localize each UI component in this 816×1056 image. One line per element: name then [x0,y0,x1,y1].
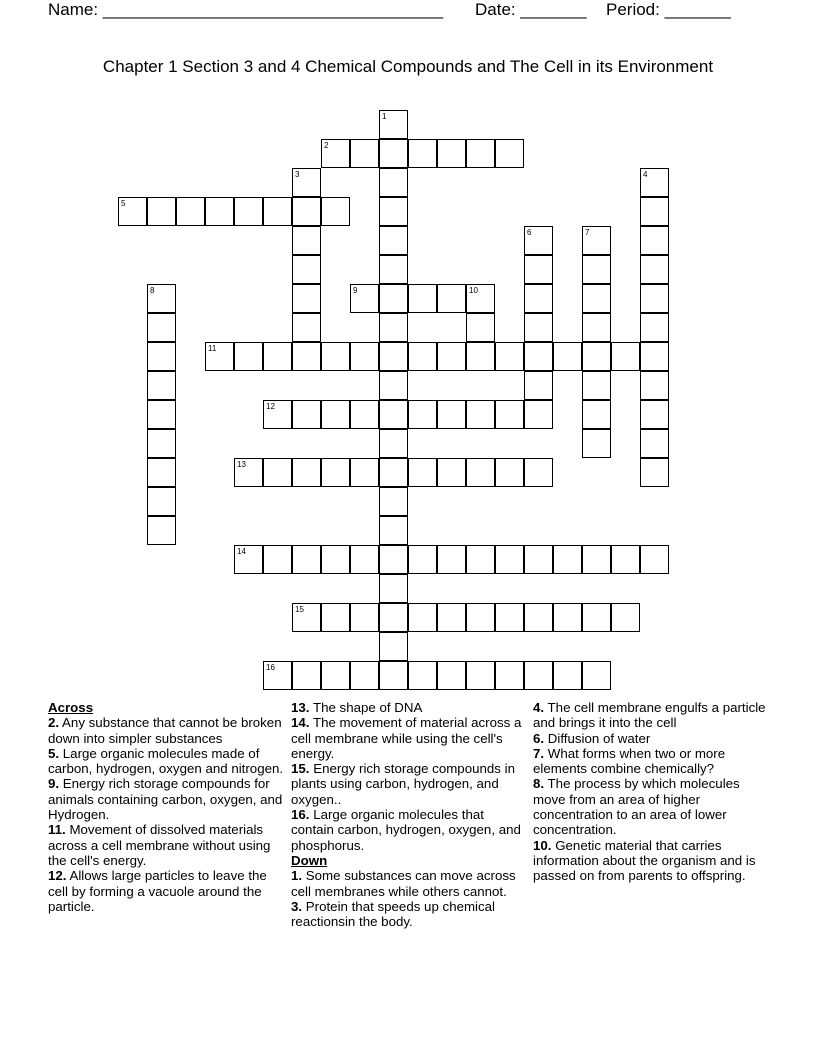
crossword-cell[interactable] [321,603,350,632]
crossword-cell[interactable] [292,255,321,284]
clue-number: 5 [121,199,126,208]
name-field[interactable]: Name: ____________________________________ [48,0,444,19]
clue-item [291,868,527,899]
crossword-cell[interactable] [379,284,408,313]
clue-item-text: Large organic molecules that contain carbon, hydrogen, oxygen, and phosphorus. [291,807,521,853]
clue-item-text: Any substance that cannot be broken down into simpler substances [48,715,282,746]
clue-item-number: 10. [533,837,552,853]
clue-number: 13 [237,460,246,469]
clue-number: 9 [353,286,358,295]
crossword-cell[interactable] [234,545,263,574]
crossword-cell[interactable] [466,342,495,371]
crossword-cell[interactable] [379,632,408,661]
clue-item-text: What forms when two or more elements combine chemically? [533,745,726,777]
crossword-cell[interactable] [582,284,611,313]
crossword-cell[interactable] [147,458,176,487]
clue-item-number: 12. [48,868,67,884]
clue-number: 3 [295,170,300,179]
crossword-cell[interactable] [437,661,466,690]
clues-column-3 [533,700,769,884]
crossword-cell[interactable] [611,342,640,371]
clue-number: 1 [382,112,387,121]
crossword-cell[interactable] [437,400,466,429]
crossword-cell[interactable] [408,342,437,371]
crossword-cell[interactable] [147,313,176,342]
crossword-cell[interactable] [379,661,408,690]
crossword-cell[interactable] [379,110,408,139]
crossword-cell[interactable] [611,603,640,632]
crossword-cell[interactable] [379,603,408,632]
clue-item-text: The process by which molecules move from an area of higher concentration to an area of lower concentration. [533,776,740,838]
crossword-cell[interactable] [321,400,350,429]
crossword-cell[interactable] [495,342,524,371]
crossword-cell[interactable] [466,284,495,313]
crossword-cell[interactable] [582,313,611,342]
crossword-cell[interactable] [408,603,437,632]
crossword-cell[interactable] [147,342,176,371]
crossword-cell[interactable] [640,342,669,371]
clue-item [291,899,527,930]
crossword-cell[interactable] [582,226,611,255]
crossword-cell[interactable] [495,661,524,690]
crossword-cell[interactable] [234,458,263,487]
crossword-cell[interactable] [437,458,466,487]
crossword-cell[interactable] [379,429,408,458]
crossword-cell[interactable] [582,429,611,458]
clue-number: 2 [324,141,329,150]
crossword-cell[interactable] [205,342,234,371]
clues-column-1 [48,700,284,914]
crossword-cell[interactable] [640,284,669,313]
crossword-cell[interactable] [466,139,495,168]
clue-item-text: Movement of dissolved materials across a cell membrane without using the cell's energy. [48,822,271,868]
crossword-cell[interactable] [408,139,437,168]
crossword-cell[interactable] [147,516,176,545]
crossword-cell[interactable] [437,342,466,371]
clue-item-text: Allows large particles to leave the cell by forming a vacuole around the particle. [48,868,267,914]
crossword-cell[interactable] [640,255,669,284]
crossword-cell[interactable] [176,197,205,226]
crossword-cell[interactable] [292,168,321,197]
crossword-cell[interactable] [466,661,495,690]
crossword-cell[interactable] [379,516,408,545]
crossword-cell[interactable] [524,313,553,342]
crossword-cell[interactable] [147,429,176,458]
crossword-cell[interactable] [292,284,321,313]
clue-item-text: Large organic molecules made of carbon, hydrogen, oxygen and nitrogen. [48,745,284,777]
crossword-cell[interactable] [582,371,611,400]
clue-number: 15 [295,605,304,614]
crossword-cell[interactable] [466,545,495,574]
crossword-cell[interactable] [379,226,408,255]
crossword-cell[interactable] [321,458,350,487]
down-heading: Down [291,852,328,868]
clue-item-number: 6. [533,730,545,746]
clue-number: 14 [237,547,246,556]
crossword-cell[interactable] [205,197,234,226]
clue-item-number: 5. [48,745,60,761]
crossword-cell[interactable] [582,603,611,632]
crossword-cell[interactable] [524,603,553,632]
crossword-cell[interactable] [495,400,524,429]
crossword-cell[interactable] [379,197,408,226]
crossword-cell[interactable] [234,197,263,226]
crossword-cell[interactable] [321,197,350,226]
crossword-cell[interactable] [292,400,321,429]
crossword-cell[interactable] [553,661,582,690]
crossword-cell[interactable] [379,487,408,516]
clue-number: 10 [469,286,478,295]
clues-column-2 [291,700,527,929]
clue-item [533,700,769,731]
crossword-cell[interactable] [466,313,495,342]
crossword-cell[interactable] [640,429,669,458]
clue-item [291,700,527,715]
crossword-cell[interactable] [234,342,263,371]
crossword-cell[interactable] [263,197,292,226]
crossword-cell[interactable] [263,545,292,574]
clue-number: 7 [585,228,590,237]
clue-item [533,776,769,837]
crossword-cell[interactable] [292,661,321,690]
crossword-cell[interactable] [466,603,495,632]
crossword-cell[interactable] [379,168,408,197]
crossword-cell[interactable] [437,284,466,313]
crossword-cell[interactable] [379,574,408,603]
clue-item-number: 3. [291,898,303,914]
clue-item-number: 16. [291,807,310,823]
period-field[interactable]: Period: _______ [606,0,731,19]
crossword-cell[interactable] [350,400,379,429]
crossword-cell[interactable] [350,342,379,371]
crossword-cell[interactable] [379,139,408,168]
crossword-cell[interactable] [147,284,176,313]
crossword-cell[interactable] [321,342,350,371]
crossword-cell[interactable] [350,661,379,690]
crossword-cell[interactable] [292,313,321,342]
crossword-cell[interactable] [640,168,669,197]
crossword-cell[interactable] [437,603,466,632]
date-field[interactable]: Date: _______ [475,0,587,19]
crossword-cell[interactable] [582,545,611,574]
crossword-cell[interactable] [582,661,611,690]
clue-item-number: 15. [291,761,310,777]
crossword-cell[interactable] [292,545,321,574]
crossword-cell[interactable] [147,487,176,516]
crossword-cell[interactable] [495,458,524,487]
crossword-cell[interactable] [640,197,669,226]
crossword-cell[interactable] [524,255,553,284]
crossword-cell[interactable] [292,603,321,632]
clue-item-number: 7. [533,745,545,761]
crossword-cell[interactable] [321,661,350,690]
clue-item [291,761,527,807]
crossword-cell[interactable] [640,545,669,574]
crossword-cell[interactable] [350,458,379,487]
crossword-cell[interactable] [524,342,553,371]
crossword-cell[interactable] [553,603,582,632]
clue-item-text: Energy rich storage compounds in plants using carbon, hydrogen, and oxygen.. [291,761,515,807]
crossword-cell[interactable] [263,661,292,690]
crossword-cell[interactable] [263,458,292,487]
crossword-cell[interactable] [466,458,495,487]
clue-number: 6 [527,228,532,237]
crossword-cell[interactable] [379,371,408,400]
crossword-cell[interactable] [466,400,495,429]
crossword-cell[interactable] [495,545,524,574]
crossword-cell[interactable] [437,545,466,574]
crossword-cell[interactable] [640,371,669,400]
crossword-cell[interactable] [292,458,321,487]
crossword-cell[interactable] [292,197,321,226]
clue-item-number: 1. [291,868,303,884]
crossword-cell[interactable] [640,458,669,487]
across-heading: Across [48,700,94,715]
crossword-cell[interactable] [350,603,379,632]
crossword-cell[interactable] [524,545,553,574]
clue-item-number: 11. [48,822,66,838]
clue-number: 16 [266,663,275,672]
crossword-cell[interactable] [495,603,524,632]
crossword-cell[interactable] [611,545,640,574]
clue-item [291,715,527,761]
clue-item [291,807,527,853]
crossword-cell[interactable] [408,284,437,313]
clue-item-number: 4. [533,700,545,715]
crossword-cell[interactable] [437,139,466,168]
clue-item-number: 8. [533,776,545,792]
clue-item [48,868,284,914]
crossword-cell[interactable] [408,545,437,574]
clue-item-text: Protein that speeds up chemical reactionsin the body. [291,898,496,930]
crossword-cell[interactable] [640,313,669,342]
crossword-cell[interactable] [640,226,669,255]
crossword-cell[interactable] [118,197,147,226]
crossword-cell[interactable] [524,284,553,313]
crossword-cell[interactable] [524,226,553,255]
crossword-cell[interactable] [350,545,379,574]
page-title: Chapter 1 Section 3 and 4 Chemical Compounds and The Cell in its Environment [102,57,714,76]
crossword-cell[interactable] [321,545,350,574]
crossword-cell[interactable] [582,400,611,429]
clue-item-text: The cell membrane engulfs a particle and brings it into the cell [533,700,766,731]
clue-item-number: 9. [48,776,60,792]
clue-item-number: 13. [291,700,310,715]
crossword-cell[interactable] [495,139,524,168]
clue-item [533,746,769,777]
crossword-cell[interactable] [292,342,321,371]
crossword-cell[interactable] [263,342,292,371]
crossword-cell[interactable] [263,400,292,429]
clue-item-text: Some substances can move across cell membranes while others cannot. [291,868,516,899]
crossword-cell[interactable] [379,458,408,487]
crossword-cell[interactable] [379,313,408,342]
clue-item [533,838,769,884]
clue-number: 12 [266,402,275,411]
clue-item-number: 14. [291,715,310,731]
crossword-cell[interactable] [147,197,176,226]
clue-item [48,746,284,777]
crossword-cell[interactable] [524,661,553,690]
clue-number: 8 [150,286,155,295]
clue-item-text: Diffusion of water [544,730,651,746]
clue-item-text: The movement of material across a cell membrane while using the cell's energy. [291,715,522,761]
crossword-cell[interactable] [553,545,582,574]
crossword-cell[interactable] [147,400,176,429]
crossword-cell[interactable] [379,342,408,371]
clue-item-number: 2. [48,715,60,731]
crossword-cell[interactable] [147,371,176,400]
crossword-cell[interactable] [408,400,437,429]
clue-item [48,822,284,868]
clue-item-text: Energy rich storage compounds for animals containing carbon, oxygen, and Hydrogen. [48,776,283,823]
clue-item [48,776,284,822]
crossword-cell[interactable] [350,139,379,168]
clue-number: 4 [643,170,648,179]
crossword-cell[interactable] [640,400,669,429]
clue-item [48,715,284,746]
crossword-cell[interactable] [292,226,321,255]
crossword-cell[interactable] [379,255,408,284]
crossword-cell[interactable] [321,139,350,168]
clue-item-text: The shape of DNA [309,700,423,715]
crossword-cell[interactable] [408,458,437,487]
crossword-cell[interactable] [524,371,553,400]
crossword-cell[interactable] [379,400,408,429]
crossword-cell[interactable] [350,284,379,313]
crossword-cell[interactable] [582,342,611,371]
clue-item [533,731,769,746]
crossword-cell[interactable] [553,342,582,371]
clue-item-text: Genetic material that carries information about the organism and is passed on from parents to offspring. [533,837,756,884]
crossword-cell[interactable] [524,400,553,429]
crossword-cell[interactable] [524,458,553,487]
crossword-cell[interactable] [379,545,408,574]
clue-number: 11 [208,344,217,353]
crossword-cell[interactable] [408,661,437,690]
crossword-cell[interactable] [582,255,611,284]
